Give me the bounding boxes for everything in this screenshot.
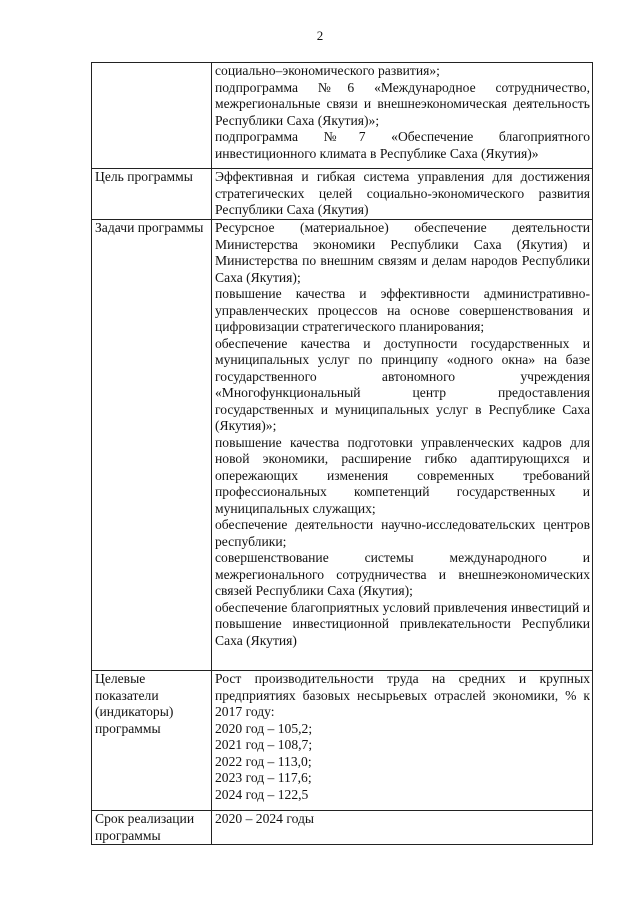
paragraph: обеспечение деятельности научно-исследовательских центров республики; — [215, 517, 590, 549]
passport-table — [91, 62, 593, 845]
paragraph: подпрограмма №6 «Международное сотрудничество, межрегиональные связи и внешнеэкономическая деятельность Республики Саха (Якутия)»; — [215, 79, 590, 128]
row-content — [212, 220, 593, 671]
paragraph: обеспечение благоприятных условий привлечения инвестиций и повышение инвестиционной привлекательности Республики Саха (Якутия) — [215, 599, 590, 648]
row-content — [212, 811, 593, 845]
paragraph: социально–экономического развития»; — [215, 63, 440, 78]
indicator-line: 2022 год – 113,0; — [215, 753, 312, 769]
row-label — [92, 63, 212, 169]
indicator-line: 2021 год – 108,7; — [215, 737, 313, 752]
indicator-line: 2020 год – 105,2; — [215, 720, 313, 736]
paragraph: Эффективная и гибкая система управления для достижения стратегических целей социально-экономического развития Республики Саха (Якутия) — [215, 169, 590, 217]
row-label: Срок реализации программы — [92, 811, 212, 845]
paragraph: совершенствование системы международного и межрегионального сотрудничества и внешнеэкономических связей Республики Саха (Якутия); — [215, 550, 590, 598]
indicator-line: 2023 год – 117,6; — [215, 770, 312, 785]
paragraph: Ресурсное (материальное) обеспечение деятельности Министерства экономики Республики Саха (Якутия) и Министерства по внешним связям и делам народов Республики Саха (Якутия); — [215, 220, 590, 285]
row-label: Целевые показатели (индикаторы) программы — [92, 671, 212, 811]
row-label: Цель программы — [92, 169, 212, 220]
row-content — [212, 671, 593, 811]
table-row — [92, 220, 593, 671]
paragraph: повышение качества подготовки управленческих кадров для новой экономики, расширение гибко адаптирующихся и опережающих изменения современных требований профессиональных компетенций государственных и муниципальных служащих; — [215, 434, 590, 516]
table-row — [92, 169, 593, 220]
page-number: 2 — [316, 28, 324, 43]
paragraph: повышение качества и эффективности административно-управленческих процессов на основе совершенствования и цифровизации стратегического планирования; — [215, 286, 590, 334]
paragraph: подпрограмма №7 «Обеспечение благоприятного инвестиционного климата в Республике Саха (Якутия)» — [215, 129, 590, 161]
table-row — [92, 811, 593, 845]
row-content — [212, 63, 593, 169]
table-row — [92, 63, 593, 169]
table-row — [92, 671, 593, 811]
indicator-line: 2024 год – 122,5 — [215, 786, 309, 802]
paragraph: Рост производительности труда на средних и крупных предприятиях базовых несырьевых отраслей экономики, % к 2017 году: — [215, 671, 590, 719]
paragraph: обеспечение качества и доступности государственных и муниципальных услуг по принципу «одного окна» на базе государственного автономного учреждения «Многофункциональный центр предоставления государственных и муниципальных услуг в Республике Саха (Якутия)»; — [215, 335, 590, 433]
row-content — [212, 169, 593, 220]
row-label: Задачи программы — [92, 220, 212, 671]
paragraph: 2020 – 2024 годы — [215, 811, 315, 826]
